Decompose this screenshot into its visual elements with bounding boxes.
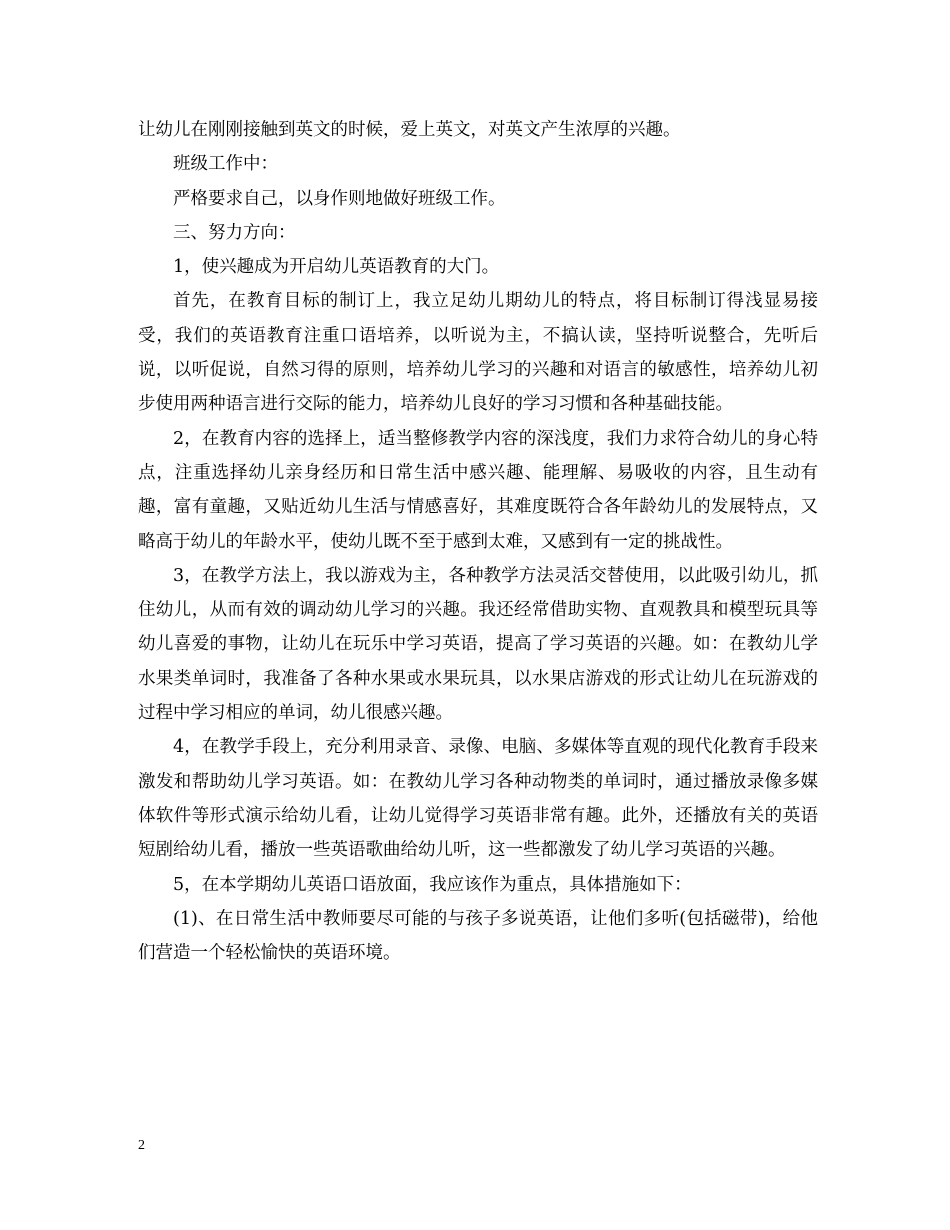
paragraph-class-work-heading: 班级工作中： [173, 154, 278, 175]
paragraph-point-2: 2，在教育内容的选择上，适当整修教学内容的深浅度，我们力求符合幼儿的身心特点，注重选择幼儿亲身经历和日常生活中感兴趣、能理解、易吸收的内容，且生动有趣，富有童趣，又贴近幼儿生活与情感喜好，其难度既符合各年龄幼儿的发展特点，又略高于幼儿的年龄水平，使幼儿既不至于感到太难，又感到有一定的挑战性。 [138, 428, 818, 552]
paragraph-class-work: 严格要求自己，以身作则地做好班级工作。 [173, 188, 506, 209]
paragraph-continuation: 让幼儿在刚刚接触到英文的时候，爱上英文，对英文产生浓厚的兴趣。 [138, 120, 681, 140]
paragraph-point-5: 5，在本学期幼儿英语口语放面，我应该作为重点，具体措施如下： [173, 874, 692, 895]
document-body [138, 113, 818, 970]
paragraph-point-4: 4，在教学手段上，充分利用录音、录像、电脑、多媒体等直观的现代化教育手段来激发和帮助幼儿学习英语。如：在教幼儿学习各种动物类的单词时，通过播放录像多媒体软件等形式演示给幼儿看，让幼儿觉得学习英语非常有趣。此外，还播放有关的英语短剧给幼儿看，播放一些英语歌曲给幼儿听，这一些都激发了幼儿学习英语的兴趣。 [138, 737, 818, 861]
paragraph-point-3: 3，在教学方法上，我以游戏为主，各种教学方法灵活交替使用，以此吸引幼儿，抓住幼儿，从而有效的调动幼儿学习的兴趣。我还经常借助实物、直观教具和模型玩具等幼儿喜爱的事物，让幼儿在玩乐中学习英语，提高了学习英语的兴趣。如：在教幼儿学水果类单词时，我准备了各种水果或水果玩具，以水果店游戏的形式让幼儿在玩游戏的过程中学习相应的单词，幼儿很感兴趣。 [138, 565, 818, 724]
section-heading-direction: 三、努力方向： [173, 222, 296, 243]
paragraph-point-1: 1，使兴趣成为开启幼儿英语教育的大门。 [173, 257, 500, 278]
paragraph-measure-1: (1)、在日常生活中教师要尽可能的与孩子多说英语，让他们多听(包括磁带)，给他们营造一个轻松愉快的英语环境。 [138, 908, 818, 964]
page-number: 2 [138, 1138, 145, 1153]
paragraph-goals: 首先，在教育目标的制订上，我立足幼儿期幼儿的特点，将目标制订得浅显易接受，我们的英语教育注重口语培养，以听说为主，不搞认读，坚持听说整合，先听后说，以听促说，自然习得的原则，培养幼儿学习的兴趣和对语言的敏感性，培养幼儿初步使用两种语言进行交际的能力，培养幼儿良好的学习习惯和各种基础技能。 [138, 291, 818, 415]
